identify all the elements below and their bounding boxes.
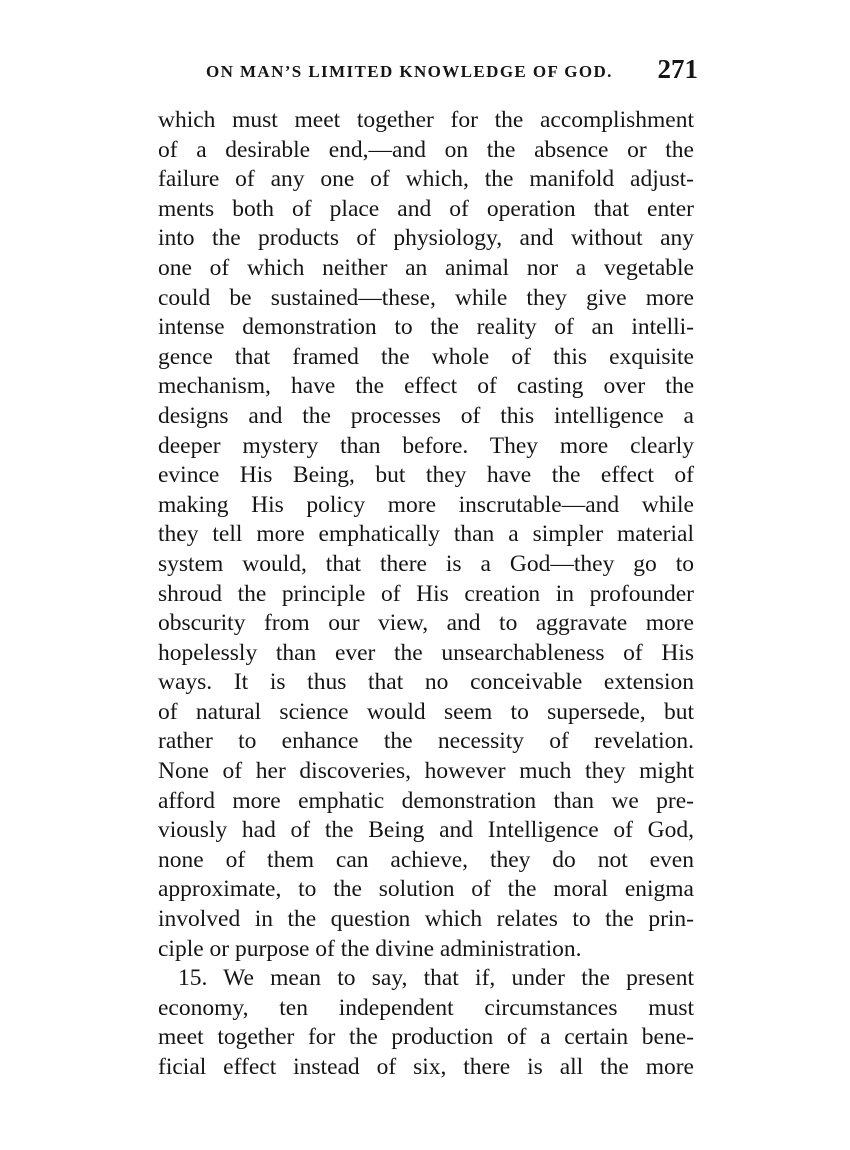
- paragraph-first-line: 15. We mean to say, that if, under the present: [178, 965, 694, 992]
- body-text: [158, 106, 694, 1083]
- text-line: involved in the question which relates to the prin-: [158, 906, 694, 933]
- text-line: None of her discoveries, however much they might: [158, 758, 694, 785]
- page-number: 271: [657, 54, 698, 84]
- text-line: ficial effect instead of six, there is all the more: [158, 1054, 694, 1080]
- text-line: designs and the processes of this intelligence a: [158, 402, 694, 429]
- text-line: hopelessly than ever the unsearchableness of His: [158, 639, 694, 666]
- text-line: gence that framed the whole of this exquisite: [158, 343, 694, 370]
- text-line: into the products of physiology, and without any: [158, 225, 694, 252]
- text-line: could be sustained—these, while they give more: [158, 284, 694, 311]
- text-line: shroud the principle of His creation in profounder: [158, 580, 694, 607]
- text-line: they tell more emphatically than a simpler material: [158, 521, 694, 548]
- text-line: which must meet together for the accomplishment: [158, 107, 694, 133]
- running-head: [158, 54, 698, 94]
- text-line: failure of any one of which, the manifold adjust-: [158, 166, 694, 193]
- text-line: mechanism, have the effect of casting over the: [158, 373, 694, 400]
- running-title: ON MAN’S LIMITED KNOWLEDGE OF GOD.: [206, 62, 613, 81]
- text-line: obscurity from our view, and to aggravate more: [158, 610, 694, 637]
- text-line: of natural science would seem to supersede, but: [158, 698, 694, 725]
- text-line: intense demonstration to the reality of an intelli-: [158, 314, 694, 341]
- text-line: economy, ten independent circumstances must: [158, 994, 694, 1021]
- text-line: system would, that there is a God—they go to: [158, 550, 694, 577]
- text-line: ways. It is thus that no conceivable extension: [158, 669, 694, 696]
- text-line: none of them can achieve, they do not even: [158, 846, 694, 873]
- text-line: of a desirable end,—and on the absence or the: [158, 136, 694, 163]
- text-line: making His policy more inscrutable—and while: [158, 491, 694, 518]
- text-line: meet together for the production of a certain bene-: [158, 1024, 694, 1051]
- text-line: viously had of the Being and Intelligence of God,: [158, 817, 694, 844]
- text-line: evince His Being, but they have the effect of: [158, 462, 694, 489]
- text-line: one of which neither an animal nor a vegetable: [158, 254, 694, 281]
- paragraph-last-line: ciple or purpose of the divine administration.: [158, 935, 582, 962]
- text-line: deeper mystery than before. They more clearly: [158, 432, 694, 459]
- text-line: rather to enhance the necessity of revelation.: [158, 728, 694, 755]
- text-line: ments both of place and of operation that enter: [158, 195, 694, 222]
- text-line: afford more emphatic demonstration than we pre-: [158, 787, 694, 814]
- text-line: approximate, to the solution of the moral enigma: [158, 876, 694, 903]
